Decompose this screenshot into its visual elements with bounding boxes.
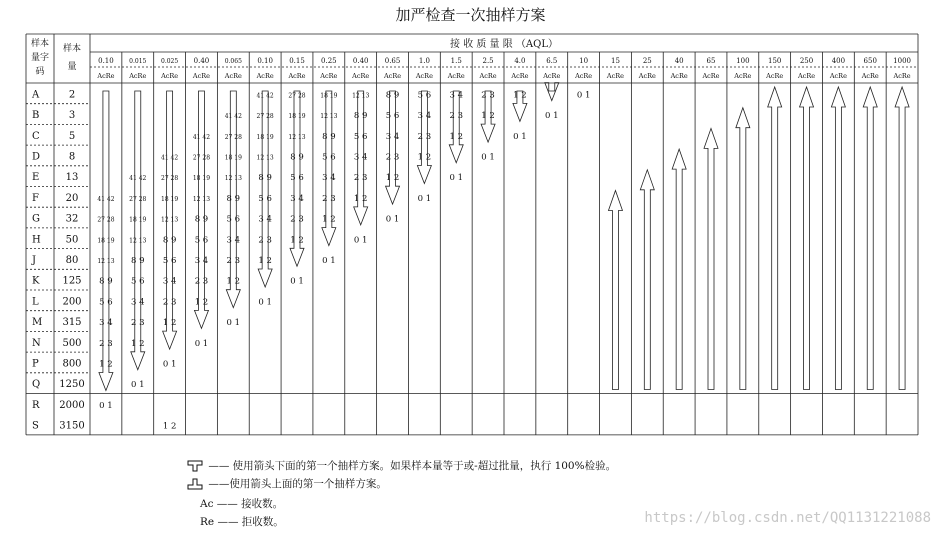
page-title: 加严检查一次抽样方案 xyxy=(395,6,546,24)
header-size-col: 量 xyxy=(67,62,77,72)
row-size: 3150 xyxy=(59,420,85,432)
acre-value: 1 2 xyxy=(258,255,272,266)
acre-value: 8 9 xyxy=(162,235,177,246)
acre-value: 18 19 xyxy=(288,113,306,121)
header-code-col: 码 xyxy=(35,67,45,77)
acre-value: 3 4 xyxy=(258,214,272,225)
acre-label: AcRe xyxy=(797,72,816,80)
legend-re: Re —— 拒收数。 xyxy=(200,516,284,528)
acre-value: 12 13 xyxy=(288,133,306,141)
acre-label: AcRe xyxy=(161,72,179,80)
row-code: Q xyxy=(32,379,41,391)
row-size: 80 xyxy=(65,254,79,266)
acre-value: 0 1 xyxy=(545,111,559,122)
acre-value: 1 2 xyxy=(353,193,368,204)
row-size: 200 xyxy=(62,296,82,308)
acre-value: 2 3 xyxy=(385,152,400,163)
acre-value: 8 9 xyxy=(385,90,400,101)
acre-value: 1 2 xyxy=(481,111,495,122)
acre-value: 2 3 xyxy=(194,276,209,287)
acre-value: 5 6 xyxy=(290,173,304,184)
row-code: N xyxy=(32,337,41,349)
row-code: S xyxy=(32,420,39,432)
acre-label: AcRe xyxy=(861,72,879,80)
acre-value: 0 1 xyxy=(322,255,336,266)
up-arrow xyxy=(672,149,686,389)
acre-value: 27 28 xyxy=(129,195,147,203)
aql-level-label: 4.0 xyxy=(514,57,526,65)
acre-value: 0 1 xyxy=(481,152,495,163)
acre-value: 18 19 xyxy=(256,133,274,141)
aql-level-label: 0.10 xyxy=(257,57,273,65)
watermark: https://blog.csdn.net/QQ1131221088 xyxy=(644,510,931,526)
acre-label: AcRe xyxy=(415,72,433,80)
aql-level-label: 0.40 xyxy=(352,57,369,65)
acre-label: AcRe xyxy=(129,72,147,80)
acre-label: AcRe xyxy=(702,72,720,80)
acre-label: AcRe xyxy=(479,72,497,80)
row-size: 8 xyxy=(68,151,76,163)
acre-label: AcRe xyxy=(638,72,656,80)
acre-value: 12 13 xyxy=(256,154,274,162)
row-code: J xyxy=(32,254,37,266)
acre-value: 18 19 xyxy=(161,195,179,203)
row-code: D xyxy=(32,151,41,163)
acre-value: 8 9 xyxy=(226,193,241,204)
acre-value: 3 4 xyxy=(417,111,432,122)
up-arrow xyxy=(768,87,782,390)
acre-label: AcRe xyxy=(670,72,688,80)
acre-value: 8 9 xyxy=(290,152,304,163)
aql-level-label: 150 xyxy=(768,57,782,65)
acre-value: 18 19 xyxy=(320,92,338,100)
row-code: F xyxy=(32,192,39,204)
acre-value: 3 4 xyxy=(99,318,113,329)
aql-level-label: 2.5 xyxy=(482,57,494,65)
aql-level-label: 0.40 xyxy=(193,57,210,65)
up-arrow-icon xyxy=(185,477,205,491)
aql-level-label: 0.065 xyxy=(224,58,242,65)
acre-value: 2 3 xyxy=(226,255,241,266)
aql-level-label: 1.0 xyxy=(418,57,430,65)
acre-value: 5 6 xyxy=(258,193,272,204)
legend-ac: Ac —— 接收数。 xyxy=(200,498,284,510)
acre-value: 18 19 xyxy=(224,154,242,162)
acre-value: 41 42 xyxy=(161,154,179,162)
acre-value: 8 9 xyxy=(194,214,209,225)
down-arrow xyxy=(545,83,559,101)
acre-value: 5 6 xyxy=(131,276,145,287)
acre-value: 0 1 xyxy=(290,276,304,287)
acre-value: 1 2 xyxy=(322,214,336,225)
acre-value: 3 4 xyxy=(194,255,209,266)
aql-level-label: 40 xyxy=(674,57,684,65)
row-size: 13 xyxy=(65,172,79,184)
row-size: 315 xyxy=(62,317,82,329)
row-code: E xyxy=(32,172,40,184)
acre-value: 0 1 xyxy=(131,380,145,391)
acre-value: 0 1 xyxy=(576,90,591,101)
acre-value: 1 2 xyxy=(99,359,113,370)
acre-value: 1 2 xyxy=(385,173,400,184)
row-code: A xyxy=(32,89,40,101)
acre-value: 1 2 xyxy=(290,235,304,246)
acre-value: 8 9 xyxy=(99,276,113,287)
acre-value: 8 9 xyxy=(353,111,368,122)
row-size: 3 xyxy=(68,110,76,122)
acre-value: 5 6 xyxy=(417,90,432,101)
acre-value: 0 1 xyxy=(99,400,113,411)
acre-value: 1 2 xyxy=(131,338,145,349)
acre-value: 0 1 xyxy=(226,318,241,329)
acre-label: AcRe xyxy=(893,72,911,80)
acre-value: 12 13 xyxy=(320,113,338,121)
aql-level-label: 1.5 xyxy=(450,57,462,65)
acre-value: 3 4 xyxy=(226,235,241,246)
acre-value: 2 3 xyxy=(449,111,463,122)
acre-label: AcRe xyxy=(447,72,465,80)
row-size: 50 xyxy=(65,234,79,246)
acre-value: 0 1 xyxy=(513,131,527,142)
aql-level-label: 0.65 xyxy=(384,57,401,65)
acre-value: 41 42 xyxy=(129,175,147,183)
acre-value: 27 28 xyxy=(256,113,274,121)
acre-label: AcRe xyxy=(575,72,593,80)
acre-value: 5 6 xyxy=(385,111,400,122)
aql-level-label: 0.15 xyxy=(289,57,305,65)
header-code-col: 样本 xyxy=(30,39,50,49)
down-arrow xyxy=(449,91,463,163)
acre-value: 27 28 xyxy=(161,175,179,183)
acre-value: 2 3 xyxy=(417,131,432,142)
acre-value: 0 1 xyxy=(385,214,400,225)
acre-label: AcRe xyxy=(543,72,561,80)
row-size: 800 xyxy=(62,358,82,370)
acre-value: 5 6 xyxy=(99,297,113,308)
row-code: P xyxy=(32,358,39,370)
aql-level-label: 65 xyxy=(706,57,716,65)
acre-value: 3 4 xyxy=(385,131,400,142)
aql-level-label: 1000 xyxy=(893,57,911,65)
acre-label: AcRe xyxy=(97,72,115,80)
row-code: K xyxy=(32,275,40,287)
aql-level-label: 400 xyxy=(831,57,846,65)
aql-level-label: 100 xyxy=(736,57,750,65)
acre-value: 12 13 xyxy=(192,195,211,203)
acre-value: 1 2 xyxy=(417,152,432,163)
acre-label: AcRe xyxy=(734,72,752,80)
acre-value: 5 6 xyxy=(353,131,368,142)
acre-value: 3 4 xyxy=(162,276,177,287)
acre-label: AcRe xyxy=(829,72,847,80)
aql-level-label: 650 xyxy=(863,57,877,65)
up-arrow xyxy=(608,191,622,390)
acre-label: AcRe xyxy=(320,72,338,80)
up-arrow xyxy=(863,87,877,390)
acre-value: 27 28 xyxy=(192,154,211,162)
header-size-col: 样本 xyxy=(62,44,82,54)
row-code: G xyxy=(32,213,40,225)
acre-value: 1 2 xyxy=(162,318,177,329)
aql-level-label: 0.10 xyxy=(98,57,114,65)
acre-value: 18 19 xyxy=(97,237,115,245)
acre-value: 0 1 xyxy=(353,235,368,246)
aql-level-label: 10 xyxy=(579,57,589,65)
acre-value: 12 13 xyxy=(352,92,370,100)
aql-level-label: 15 xyxy=(611,57,620,65)
acre-value: 5 6 xyxy=(162,255,177,266)
acre-value: 3 4 xyxy=(322,173,336,184)
row-size: 5 xyxy=(68,130,76,142)
acre-value: 0 1 xyxy=(449,173,463,184)
acre-label: AcRe xyxy=(511,72,529,80)
acre-value: 2 3 xyxy=(99,338,113,349)
legend-up-text: ——使用箭头上面的第一个抽样方案。 xyxy=(208,478,387,490)
acre-value: 2 3 xyxy=(131,318,145,329)
acre-value: 27 28 xyxy=(288,92,306,100)
acre-value: 0 1 xyxy=(162,359,177,370)
acre-value: 0 1 xyxy=(417,193,432,204)
acre-value: 18 19 xyxy=(129,216,147,224)
acre-value: 27 28 xyxy=(97,216,115,224)
acre-value: 0 1 xyxy=(194,338,209,349)
header-aql-title: 接 收 质 量 限 （AQL） xyxy=(450,39,558,50)
acre-value: 2 3 xyxy=(481,90,495,101)
down-arrow-icon xyxy=(185,459,205,473)
acre-value: 12 13 xyxy=(97,257,115,265)
legend-down xyxy=(185,458,616,473)
down-arrow xyxy=(386,91,400,204)
row-size: 1250 xyxy=(59,379,85,391)
legend-down-text: —— 使用箭头下面的第一个抽样方案。如果样本量等于或-超过批量，执行 100%检验。 xyxy=(208,460,617,472)
acre-label: AcRe xyxy=(352,72,370,80)
row-size: 20 xyxy=(65,192,79,204)
acre-value: 12 13 xyxy=(161,216,179,224)
acre-value: 2 3 xyxy=(353,173,368,184)
row-code: M xyxy=(32,317,43,329)
up-arrow xyxy=(640,170,654,390)
acre-value: 8 9 xyxy=(258,173,272,184)
acre-label: AcRe xyxy=(766,72,784,80)
row-code: C xyxy=(32,130,40,142)
acre-value: 3 4 xyxy=(353,152,368,163)
acre-value: 41 42 xyxy=(256,92,274,100)
acre-value: 1 2 xyxy=(226,276,241,287)
acre-value: 8 9 xyxy=(131,255,145,266)
acre-value: 8 9 xyxy=(322,131,336,142)
acre-value: 0 1 xyxy=(258,297,272,308)
up-arrow xyxy=(831,87,845,390)
acre-value: 5 6 xyxy=(194,235,209,246)
aql-level-label: 0.015 xyxy=(129,58,147,65)
acre-value: 5 6 xyxy=(322,152,336,163)
acre-label: AcRe xyxy=(224,72,242,80)
acre-value: 12 13 xyxy=(224,175,242,183)
acre-label: AcRe xyxy=(192,72,211,80)
acre-value: 5 6 xyxy=(226,214,241,225)
up-arrow xyxy=(736,108,750,390)
aql-level-label: 25 xyxy=(642,57,652,65)
up-arrow xyxy=(800,87,814,390)
acre-value: 2 3 xyxy=(162,297,177,308)
aql-level-label: 6.5 xyxy=(546,57,558,65)
row-size: 32 xyxy=(65,213,79,225)
aql-level-label: 0.025 xyxy=(161,58,179,65)
acre-value: 1 2 xyxy=(194,297,209,308)
acre-value: 2 3 xyxy=(258,235,272,246)
legend-up xyxy=(185,476,387,491)
acre-label: AcRe xyxy=(256,72,274,80)
aql-level-label: 0.25 xyxy=(321,57,337,65)
acre-value: 3 4 xyxy=(449,90,463,101)
acre-value: 41 42 xyxy=(97,195,115,203)
acre-value: 41 42 xyxy=(224,113,242,121)
acre-label: AcRe xyxy=(606,72,625,80)
row-size: 2 xyxy=(68,89,76,101)
aql-level-label: 250 xyxy=(799,57,814,65)
row-size: 125 xyxy=(62,275,82,287)
acre-label: AcRe xyxy=(383,72,402,80)
acre-value: 27 28 xyxy=(224,133,242,141)
acre-value: 12 13 xyxy=(129,237,147,245)
row-size: 500 xyxy=(62,337,82,349)
acre-value: 3 4 xyxy=(290,193,304,204)
acre-value: 1 2 xyxy=(449,131,463,142)
up-arrow xyxy=(704,128,718,389)
header-code-col: 量字 xyxy=(30,53,50,63)
row-code: H xyxy=(32,234,41,246)
acre-value: 2 3 xyxy=(322,193,336,204)
up-arrow xyxy=(895,87,909,390)
row-code: L xyxy=(32,296,39,308)
row-size: 2000 xyxy=(59,399,85,411)
acre-value: 1 2 xyxy=(513,90,527,101)
acre-value: 2 3 xyxy=(290,214,304,225)
acre-value: 1 2 xyxy=(162,421,177,432)
acre-value: 3 4 xyxy=(131,297,145,308)
acre-value: 18 19 xyxy=(192,175,211,183)
row-code: R xyxy=(32,399,40,411)
acre-value: 41 42 xyxy=(192,133,211,141)
down-arrow xyxy=(192,91,211,328)
row-code: B xyxy=(32,110,40,122)
acre-label: AcRe xyxy=(288,72,306,80)
